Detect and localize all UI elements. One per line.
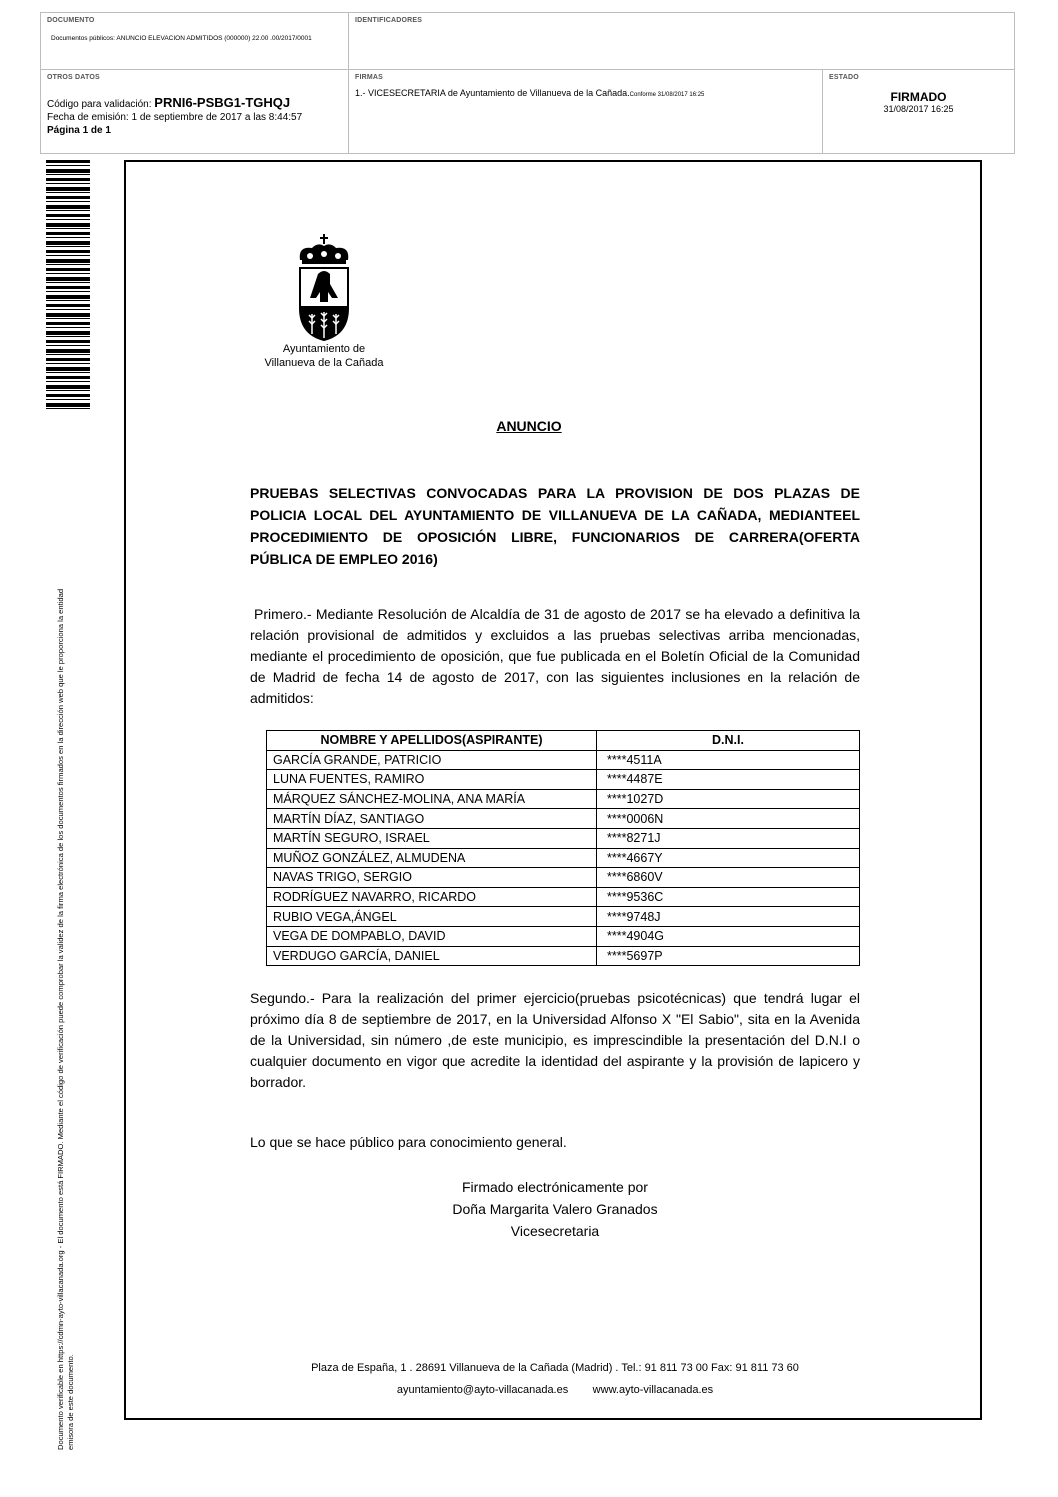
side-verification-text [56,420,76,1450]
fecha-emision: Fecha de emisión: 1 de septiembre de 2017 a las 8:44:57 [47,112,303,123]
estado-cell [823,70,1014,153]
firma-1: 1.- VICESECRETARIA de Ayuntamiento de Villanueva de la Cañada. [355,88,630,98]
table-row [267,926,860,946]
otros-datos-label: OTROS DATOS [47,74,100,81]
applicant-name: VERDUGO GARCÍA, DANIEL [267,946,597,966]
identificadores-cell [349,13,1014,70]
applicant-name: RODRÍGUEZ NAVARRO, RICARDO [267,887,597,907]
firma-entry [355,88,704,98]
firmas-label: FIRMAS [355,74,384,81]
validation-code[interactable]: PRNI6-PSBG1-TGHQJ [154,95,291,110]
table-row [267,789,860,809]
table-body [267,750,860,966]
pagina-indicator: Página 1 de 1 [47,125,111,136]
applicant-name: LUNA FUENTES, RAMIRO [267,770,597,790]
documento-label: DOCUMENTO [47,17,95,24]
applicant-dni: ****6860V [597,868,860,888]
estado-value: FIRMADO [890,90,947,104]
otros-datos-content [47,96,302,137]
applicant-dni: ****9536C [597,887,860,907]
document-title: ANUNCIO [496,418,562,434]
table-row [267,750,860,770]
applicant-dni: ****4667Y [597,848,860,868]
paragraph-closing: Lo que se hace público para conocimiento general. [250,1134,567,1150]
footer-contact: ayuntamiento@ayto-villacanada.es www.ayto-villacanada.es [396,1384,714,1396]
barcode [46,160,90,412]
signature-line1: Firmado electrónicamente por [462,1179,648,1195]
table-row [267,828,860,848]
logo-line2: Villanueva de la Cañada [264,357,384,369]
table-row [267,809,860,829]
applicant-dni: ****4511A [597,750,860,770]
document-header [40,12,1015,154]
applicant-dni: ****8271J [597,828,860,848]
footer-address: Plaza de España, 1 . 28691 Villanueva de la Cañada (Madrid) . Tel.: 91 811 73 00 Fax: 91 811 73 60 [311,1362,799,1374]
signature-block [0,1176,1058,1242]
signature-line2: Doña Margarita Valero Granados [452,1201,658,1217]
side-text-line2: emisora de este documento. [66,1354,75,1450]
estado-fecha: 31/08/2017 16:25 [883,104,954,114]
applicant-name: NAVAS TRIGO, SERGIO [267,868,597,888]
applicant-name: GARCÍA GRANDE, PATRICIO [267,750,597,770]
coat-of-arms-icon [292,234,356,342]
table-row [267,868,860,888]
table-row [267,848,860,868]
side-text-line1: Documento verificable en https://cdmn-ayto-villacanada.org - El documento está FIRMADO. Mediante el código de verificación puede comprobar la validez de la firma electrónica de los documentos firmados en la dirección web que le proporciona la entidad [56,588,65,1450]
table-header-row [267,731,860,751]
applicant-dni: ****5697P [597,946,860,966]
applicant-dni: ****4487E [597,770,860,790]
logo-line1: Ayuntamiento de [282,343,366,355]
documento-value: Documentos públicos: ANUNCIO ELEVACION ADMITIDOS (000000) 22.00 .00/2017/0001 [51,35,312,42]
firma-1-small: Conforme 31/08/2017 16:25 [629,92,705,98]
applicant-dni: ****0006N [597,809,860,829]
table-row [267,770,860,790]
otros-datos-cell [41,70,349,153]
firmas-cell [349,70,823,153]
table-row [267,887,860,907]
table-row [267,907,860,927]
municipal-logo [264,234,384,384]
identificadores-label: IDENTIFICADORES [355,17,423,24]
table-row [267,946,860,966]
applicant-name: MÁRQUEZ SÁNCHEZ-MOLINA, ANA MARÍA [267,789,597,809]
column-header-name: NOMBRE Y APELLIDOS(ASPIRANTE) [267,731,597,751]
estado-label: ESTADO [829,74,859,81]
applicant-name: VEGA DE DOMPABLO, DAVID [267,926,597,946]
applicant-dni: ****9748J [597,907,860,927]
codigo-label: Código para validación: [47,99,152,110]
applicant-name: MARTÍN SEGURO, ISRAEL [267,828,597,848]
applicant-dni: ****1027D [597,789,860,809]
column-header-dni: D.N.I. [597,731,860,751]
applicant-dni: ****4904G [597,926,860,946]
applicant-name: MUÑOZ GONZÁLEZ, ALMUDENA [267,848,597,868]
document-heading: PRUEBAS SELECTIVAS CONVOCADAS PARA LA PROVISION DE DOS PLAZAS DE POLICIA LOCAL DEL AYUNTAMIENTO DE VILLANUEVA DE LA CAÑADA, MEDIANTEEL PROCEDIMIENTO DE OPOSICIÓN LIBRE, FUNCIONARIOS DE CARRERA(OFERTA PÚBLICA DE EMPLEO 2016) [250,485,860,567]
documento-cell [41,13,349,70]
applicant-name: MARTÍN DÍAZ, SANTIAGO [267,809,597,829]
admitted-table [266,730,860,966]
paragraph-primero: Primero.- Mediante Resolución de Alcaldía de 31 de agosto de 2017 se ha elevado a definitiva la relación provisional de admitidos y excluidos a las pruebas selectivas arriba mencionadas, mediante el procedimiento de oposición, que fue publicada en el Boletín Oficial de la Comunidad de Madrid de fecha 14 de agosto de 2017, con las siguientes inclusiones en la relación de admitidos: [250,606,860,706]
signature-line3: Vicesecretaria [510,1223,600,1239]
paragraph-segundo: Segundo.- Para la realización del primer ejercicio(pruebas psicotécnicas) que tendrá lugar el próximo día 8 de septiembre de 2017, en la Universidad Alfonso X "El Sabio", sita en la Avenida de la Universidad, sin número ,de este municipio, es imprescindible la presentación del D.N.I o cualquier documento en vigor que acredite la identidad del aspirante y la provisión de lapicero y borrador. [250,990,860,1090]
applicant-name: RUBIO VEGA,ÁNGEL [267,907,597,927]
